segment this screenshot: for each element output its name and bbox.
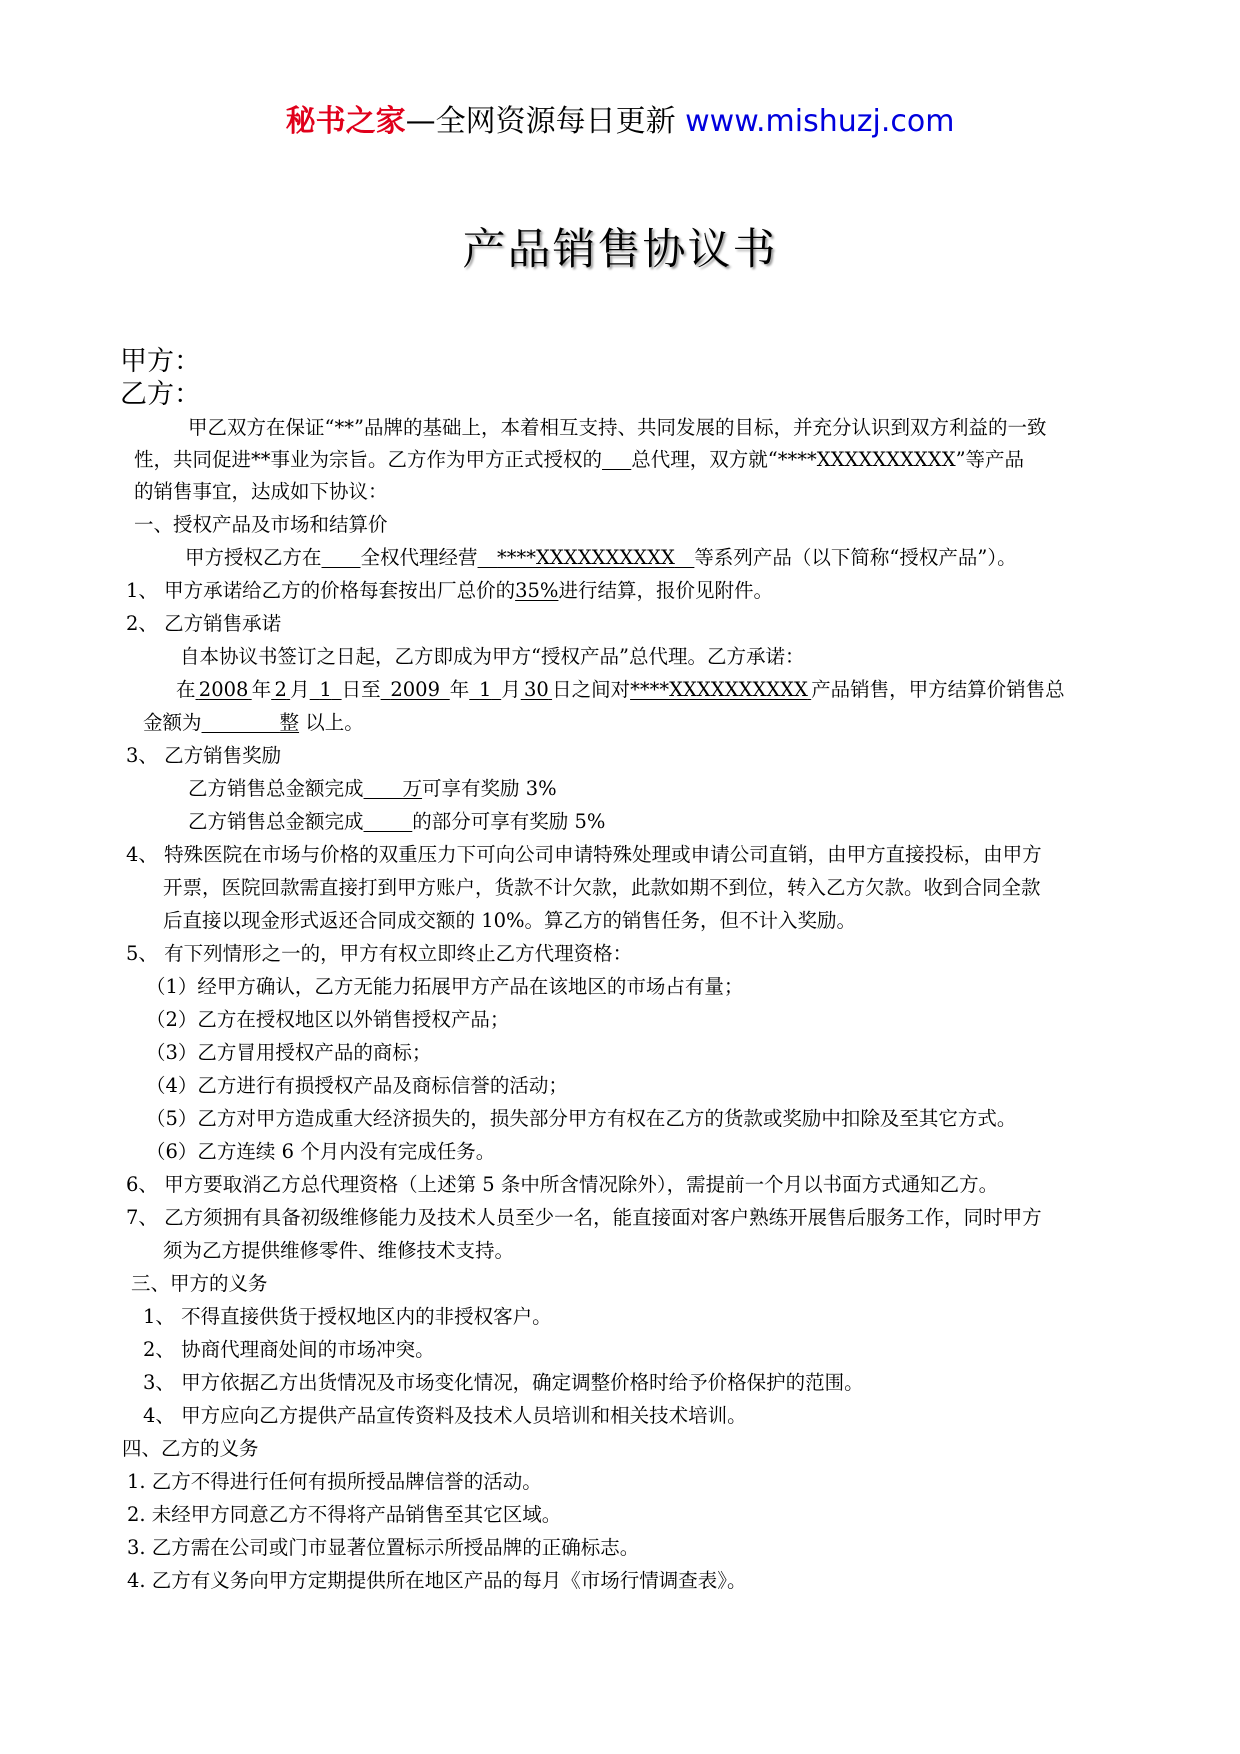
reward-2-text-a: 乙方销售总金额完成 bbox=[188, 810, 364, 833]
reward-2-text-b: 的部分可享有奖励 5% bbox=[412, 810, 606, 833]
intro-line-3: 的销售事宜，达成如下协议： bbox=[134, 480, 388, 503]
intro-agent-blank bbox=[602, 448, 631, 471]
section-3-heading: 三、甲方的义务 bbox=[131, 1272, 268, 1295]
grant-product-text: ****XXXXXXXXXX bbox=[497, 546, 675, 569]
month-char-2: 月 bbox=[501, 678, 521, 701]
sec4-item-2: 2. 未经甲方同意乙方不得将产品销售至其它区域。 bbox=[127, 1503, 562, 1526]
end-year bbox=[381, 678, 450, 701]
banner-brand: 秘书之家 bbox=[285, 104, 406, 139]
commit-product bbox=[630, 678, 811, 701]
end-month-text: 1 bbox=[479, 678, 492, 701]
item-2-amount-line bbox=[143, 709, 364, 737]
sec3-item-3: 3、 甲方依据乙方出货情况及市场变化情况，确定调整价格时给予价格保护的范围。 bbox=[143, 1371, 864, 1394]
sec4-item-3: 3. 乙方需在公司或门市显著位置标示所授品牌的正确标志。 bbox=[127, 1536, 640, 1559]
start-year-text: 2008 bbox=[198, 678, 249, 701]
item-5-sub-5: （5）乙方对甲方造成重大经济损失的，损失部分甲方有权在乙方的货款或奖励中扣除及至其它方式。 bbox=[146, 1107, 1017, 1130]
intro-line-1: 甲乙双方在保证“**”品牌的基础上，本着相互支持、共同发展的目标，并充分认识到双方利益的一致 bbox=[188, 416, 1047, 439]
date-prefix: 在 bbox=[176, 678, 196, 701]
start-month-text: 2 bbox=[274, 678, 287, 701]
item-5-heading: 5、 有下列情形之一的，甲方有权立即终止乙方代理资格： bbox=[126, 942, 633, 965]
year-char-2: 年 bbox=[449, 678, 470, 701]
reward-line-1 bbox=[188, 775, 557, 803]
item-7-line-1: 7、 乙方须拥有具备初级维修能力及技术人员至少一名，能直接面对客户熟练开展售后服务工作，同时甲方 bbox=[126, 1206, 1042, 1229]
amount-suffix: 以上。 bbox=[299, 711, 364, 734]
month-char-1: 月 bbox=[290, 678, 310, 701]
reward-2-blank bbox=[364, 810, 413, 833]
date-line-tail: 产品销售，甲方结算价销售总 bbox=[811, 678, 1065, 701]
amount-zheng: 整 bbox=[279, 711, 300, 734]
party-a-label: 甲方： bbox=[120, 346, 201, 377]
settlement-percent: 35% bbox=[515, 579, 559, 602]
item-4-line-1: 4、 特殊医院在市场与价格的双重压力下可向公司申请特殊处理或申请公司直销，由甲方直接投标，由甲方 bbox=[126, 843, 1042, 866]
banner-url-link[interactable]: www.mishuzj.com bbox=[685, 104, 955, 139]
end-year-text: 2009 bbox=[390, 678, 440, 701]
commit-product-text: ****XXXXXXXXXX bbox=[630, 678, 808, 701]
sec3-item-1: 1、 不得直接供货于授权地区内的非授权客户。 bbox=[143, 1305, 552, 1328]
item-4-line-2: 开票，医院回款需直接打到甲方账户，货款不计欠款，此款如期不到位，转入乙方欠款。收到合同全款 bbox=[163, 876, 1041, 899]
document-title: 产品销售协议书 bbox=[462, 225, 778, 275]
grant-text-c: 等系列产品（以下简称“授权产品”）。 bbox=[694, 546, 1017, 569]
item-2-para-1: 自本协议书签订之日起，乙方即成为甲方“授权产品”总代理。乙方承诺： bbox=[180, 645, 805, 668]
section-1-heading: 一、授权产品及市场和结算价 bbox=[134, 513, 388, 536]
item-2-heading: 2、 乙方销售承诺 bbox=[126, 612, 282, 635]
item-6: 6、 甲方要取消乙方总代理资格（上述第 5 条中所含情况除外），需提前一个月以书面方式通知乙方。 bbox=[126, 1173, 999, 1196]
start-day-text: 1 bbox=[319, 678, 332, 701]
intro-line-2 bbox=[134, 446, 1024, 474]
item-2-date-line bbox=[176, 676, 1065, 704]
reward-1-blank bbox=[364, 777, 423, 800]
start-day bbox=[310, 678, 342, 701]
section-4-heading: 四、乙方的义务 bbox=[122, 1437, 259, 1460]
day-to: 日至 bbox=[341, 678, 381, 701]
intro-line-2-b: 总代理，双方就“****XXXXXXXXXX”等产品 bbox=[631, 448, 1025, 471]
amount-prefix: 金额为 bbox=[143, 711, 202, 734]
grant-text-a: 甲方授权乙方在 bbox=[185, 546, 322, 569]
grant-product bbox=[478, 546, 695, 569]
reward-line-2 bbox=[188, 808, 605, 836]
item-4-line-3: 后直接以现金形式返还合同成交额的 10%。算乙方的销售任务，但不计入奖励。 bbox=[163, 909, 857, 932]
start-month bbox=[271, 678, 290, 701]
item-5-sub-3: （3）乙方冒用授权产品的商标； bbox=[146, 1041, 432, 1064]
reward-1-unit: 万 bbox=[402, 777, 423, 800]
reward-1-text-a: 乙方销售总金额完成 bbox=[188, 777, 364, 800]
sec4-item-1: 1. 乙方不得进行任何有损所授品牌信誉的活动。 bbox=[127, 1470, 542, 1493]
amount-blank bbox=[202, 711, 300, 734]
item-5-sub-4: （4）乙方进行有损授权产品及商标信誉的活动； bbox=[146, 1074, 568, 1097]
item-5-sub-6: （6）乙方连续 6 个月内没有完成任务。 bbox=[146, 1140, 496, 1163]
sec3-item-4: 4、 甲方应向乙方提供产品宣传资料及技术人员培训和相关技术培训。 bbox=[143, 1404, 747, 1427]
reward-1-text-b: 可享有奖励 3% bbox=[422, 777, 557, 800]
item-5-sub-1: （1）经甲方确认，乙方无能力拓展甲方产品在该地区的市场占有量； bbox=[146, 975, 744, 998]
sec4-item-4: 4. 乙方有义务向甲方定期提供所在地区产品的每月《市场行情调查表》。 bbox=[127, 1569, 747, 1592]
end-month bbox=[469, 678, 501, 701]
intro-line-2-a: 性，共同促进**事业为宗旨。乙方作为甲方正式授权的 bbox=[134, 448, 603, 471]
end-day-text: 30 bbox=[523, 678, 549, 701]
item-1-text-b: 进行结算，报价见附件。 bbox=[558, 579, 773, 602]
sec3-item-2: 2、 协商代理商处间的市场冲突。 bbox=[143, 1338, 435, 1361]
day-suffix: 日之间对 bbox=[552, 678, 631, 701]
grant-line bbox=[185, 544, 1017, 572]
start-year bbox=[196, 678, 252, 701]
banner-slogan: —全网资源每日更新 bbox=[405, 104, 686, 139]
grant-text-b: 全权代理经营 bbox=[360, 546, 478, 569]
party-b-label: 乙方： bbox=[120, 379, 201, 410]
item-7-line-2: 须为乙方提供维修零件、维修技术支持。 bbox=[163, 1239, 515, 1262]
item-1-text-a: 1、 甲方承诺给乙方的价格每套按出厂总价的 bbox=[126, 579, 516, 602]
item-3-heading: 3、 乙方销售奖励 bbox=[126, 744, 282, 767]
year-char-1: 年 bbox=[251, 678, 272, 701]
grant-region-blank bbox=[322, 546, 361, 569]
item-1 bbox=[126, 577, 773, 605]
end-day bbox=[521, 678, 552, 701]
item-5-sub-2: （2）乙方在授权地区以外销售授权产品； bbox=[146, 1008, 510, 1031]
site-banner bbox=[0, 100, 1240, 144]
